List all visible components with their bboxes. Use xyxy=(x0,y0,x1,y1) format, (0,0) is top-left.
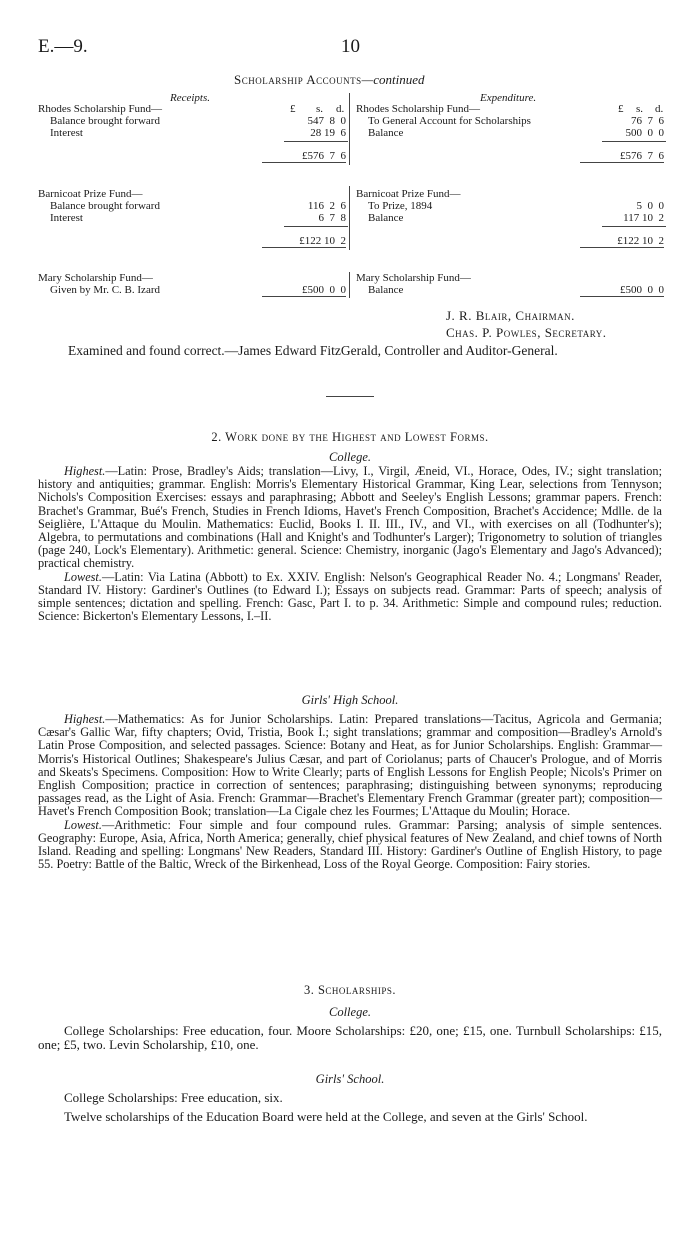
college-highest-text: —Latin: Prose, Bradley's Aids; translation—Livy, I., Virgil, Æneid, VI., Horace, Odes, IV.; sight translation; history and antiquities; grammar. English: Morris's Elementary Historical Grammar, King Lear, selections from Tennyson; Nichols's Composition Exercises: essays and paraphrasing; Abbott and Seeley's English Lessons; grammar papers. French: Brachet's Grammar, Bué's French, Studies in French Idioms, Havet's French Composition, Brachet's Accidence; Mdlle. de la Seiglière, L'Attaque du Moulin. Mathematics: Euclid, Books I. II. III., IV., and VI., with exercises on all (Todhunter's); Algebra, to permutations and combinations (Hall and Knight's and Todhunter's Larger); Trigonometry to solution of triangles (page 240, Lock's Elementary). Arithmetic: general. Science: Chemistry, inorganic (Jago's Elementary and Jago's Advanced); practical chemistry. xyxy=(38,464,662,571)
mary-expenditure-total: £500 0 0 xyxy=(580,284,664,297)
accounts-title-main: Scholarship Accounts xyxy=(234,72,362,87)
shilling-col: s. xyxy=(316,103,324,115)
mary-expenditure-title: Mary Scholarship Fund— xyxy=(356,272,471,284)
highest-lead: Highest. xyxy=(64,464,106,478)
rhodes-receipts-total: £576 7 6 xyxy=(262,150,346,163)
girls-highest-text: —Mathematics: As for Junior Scholarships. Latin: Prepared translations—Tacitus, Agricola and Germania; Cæsar's Gallic War, fifty chapters; Ovid, Tristia, Book I.; sight translations; grammar and composition—Bradley's Arnold's Latin Prose Composition, and selected passages. Science: Botany and Heat, as for Junior Scholarships. English: Grammar—Morris's Historical Outlines; Shakespeare's Julius Cæsar, and part of Coriolanus; parts of Chaucer's Prologue, and of Morris and Skeats's Specimens. Composition: How to Write Clearly; parts of English Lessons for English People; Nicols's Primer on English Composition; practice in correction of sentences; paraphrasing; distinguishing between synonyms; reproducing passages read, as the Light of Asia. French: Grammar—Brachet's Elementary French Grammar (greater part); composition—Havet's French Composition Book; translation—La Cigale chez les Fourmes; L'Attaque du Moulin; Horace. xyxy=(38,712,662,819)
total-rule xyxy=(284,226,348,227)
barnicoat-expenditure-title: Barnicoat Prize Fund— xyxy=(356,188,461,200)
college-lowest-text: —Latin: Via Latina (Abbott) to Ex. XXIV. English: Nelson's Geographical Reader No. 4.; Longmans' Reader, Standard IV. History: Gardiner's Outlines (to Edward I.); Essays on subjects read. Grammar: Parts of speech; analysis of simple sentences; dictation and spelling. French: Gasc, Part I. to p. 34. Arithmetic: Simple and compound rules; reduction. Science: Bickerton's Elementary Lessons, I.–II. xyxy=(38,569,662,624)
scholarships-college xyxy=(38,1024,662,1052)
examined-statement: Examined and found correct.—James Edward FitzGerald, Controller and Auditor-General. xyxy=(68,343,558,358)
scholarships-college-text: College Scholarships: Free education, four. Moore Scholarships: £20, one; £15, one. Turnbull Scholarships: £15, one; £5, two. Levin Scholarship, £10, one. xyxy=(38,1023,662,1052)
column-divider xyxy=(349,93,350,165)
rhodes-receipt-label: Balance brought forward xyxy=(50,115,160,127)
mary-expenditure-label: Balance xyxy=(368,284,404,296)
lowest-lead: Lowest. xyxy=(64,569,102,584)
college-heading: College. xyxy=(328,450,371,464)
scholarships-girls xyxy=(38,1091,662,1124)
barnicoat-expenditure-amount: 5 0 0 xyxy=(636,200,664,212)
rhodes-receipts-title: Rhodes Scholarship Fund— xyxy=(38,103,163,115)
girls-high-school-heading: Girls' High School. xyxy=(301,693,399,707)
mary-receipt-label: Given by Mr. C. B. Izard xyxy=(50,284,160,296)
shilling-col: s. xyxy=(636,103,644,115)
scholarships-girls-text: College Scholarships: Free education, six. xyxy=(64,1090,283,1105)
page-number: 10 xyxy=(341,36,360,57)
scholarships-girls-heading: Girls' School. xyxy=(315,1072,385,1086)
mary-receipts-title: Mary Scholarship Fund— xyxy=(38,272,153,284)
barnicoat-receipt-label: Interest xyxy=(50,212,83,224)
signature-secretary: Chas. P. Powles, Secretary. xyxy=(446,325,607,340)
barnicoat-receipts-title: Barnicoat Prize Fund— xyxy=(38,188,143,200)
rhodes-expenditure-amount: 76 7 6 xyxy=(631,115,664,127)
section-2-title: 2. Work done by the Highest and Lowest Forms. xyxy=(211,430,489,444)
pence-col: d. xyxy=(655,103,664,115)
barnicoat-receipt-label: Balance brought forward xyxy=(50,200,160,212)
girls-highest-paragraph xyxy=(38,713,662,819)
total-rule xyxy=(602,141,666,142)
expenditure-label: Expenditure. xyxy=(480,92,537,104)
pound-col: £ xyxy=(290,103,296,115)
receipts-label: Receipts. xyxy=(170,92,211,104)
girls-courses xyxy=(38,713,662,871)
accounts-title xyxy=(234,72,425,88)
scholarships-final-text: Twelve scholarships of the Education Board were held at the College, and seven at the Girls' School. xyxy=(64,1109,588,1124)
rhodes-expenditure-total: £576 7 6 xyxy=(580,150,664,163)
barnicoat-receipt-amount: 6 7 8 xyxy=(318,212,346,224)
column-divider xyxy=(349,186,350,250)
rhodes-expenditure-label: To General Account for Scholarships xyxy=(368,115,531,127)
rhodes-receipt-amount: 28 19 6 xyxy=(310,127,346,139)
lowest-lead: Lowest. xyxy=(64,817,102,832)
section-divider xyxy=(326,396,374,397)
scholarships-college-heading: College. xyxy=(328,1005,371,1019)
rhodes-expenditure-label: Balance xyxy=(368,127,404,139)
total-rule xyxy=(284,141,348,142)
girls-lowest-text: —Arithmetic: Four simple and four compound rules. Grammar: Parsing; analysis of simple sentences. Geography: Europe, Asia, Africa, North America; generally, chief physical features of New Zealand, and chief towns of North Island. Reading and spelling: Longmans' New Readers, Standard III. History: Gardiner's Outline of English History, to page 55. Poetry: Battle of the Baltic, Wreck of the Birkenhead, Loss of the Royal George. Composition: Fairy stories. xyxy=(38,817,662,872)
rhodes-receipt-label: Interest xyxy=(50,127,83,139)
college-lowest-paragraph xyxy=(38,571,662,624)
column-divider xyxy=(349,272,350,298)
accounts-title-suffix: —continued xyxy=(361,72,425,87)
barnicoat-receipt-amount: 116 2 6 xyxy=(307,200,346,212)
mary-receipts-total: £500 0 0 xyxy=(262,284,346,297)
barnicoat-expenditure-label: Balance xyxy=(368,212,404,224)
total-rule xyxy=(602,226,666,227)
pound-col: £ xyxy=(618,103,624,115)
rhodes-expenditure-title: Rhodes Scholarship Fund— xyxy=(356,103,481,115)
pence-col: d. xyxy=(336,103,345,115)
barnicoat-expenditure-total: £122 10 2 xyxy=(580,235,664,248)
section-3-title: 3. Scholarships. xyxy=(303,983,397,997)
rhodes-receipt-amount: 547 8 0 xyxy=(307,115,346,127)
girls-lowest-paragraph xyxy=(38,819,662,872)
page-reference: E.—9. xyxy=(38,36,88,57)
college-highest-paragraph xyxy=(38,465,662,571)
rhodes-expenditure-amount: 500 0 0 xyxy=(625,127,664,139)
barnicoat-receipts-total: £122 10 2 xyxy=(262,235,346,248)
highest-lead: Highest. xyxy=(64,712,106,726)
barnicoat-expenditure-label: To Prize, 1894 xyxy=(368,200,433,212)
signature-chairman: J. R. Blair, Chairman. xyxy=(446,308,575,323)
college-courses xyxy=(38,465,662,623)
barnicoat-expenditure-amount: 117 10 2 xyxy=(623,212,664,224)
